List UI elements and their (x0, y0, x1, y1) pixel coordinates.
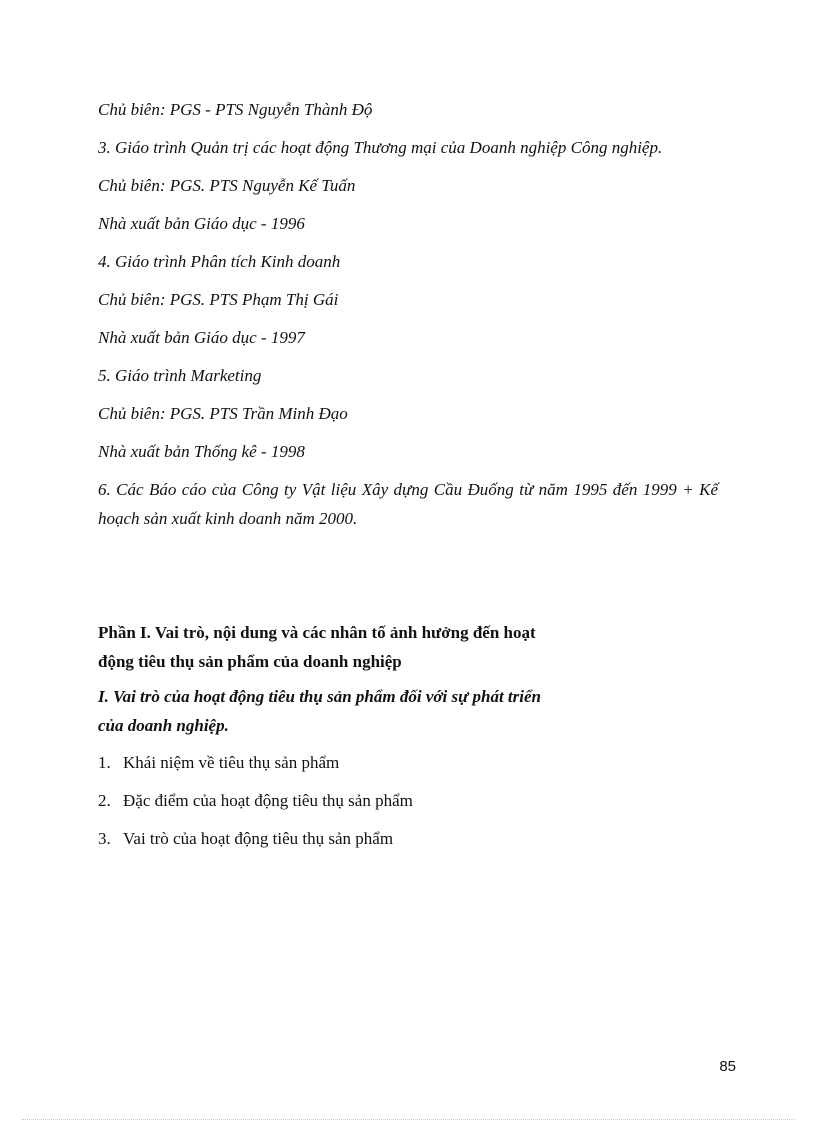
outline-section (98, 618, 658, 862)
outline-items (98, 748, 658, 853)
item-text: Khái niệm về tiêu thụ sản phẩm (123, 753, 340, 772)
reference-line: Chủ biên: PGS. PTS Phạm Thị Gái (98, 290, 339, 309)
list-item (98, 824, 658, 853)
reference-line: Nhà xuất bản Thống kê - 1998 (98, 442, 305, 461)
reference-line: 6. Các Báo cáo của Công ty Vật liệu Xây dựng Cầu Đuống từ năm 1995 đến 1999 + Kế hoạch sản xuất kinh doanh năm 2000. (98, 480, 718, 528)
part-title-line-2: động tiêu thụ sản phẩm của doanh nghiệp (98, 652, 402, 671)
sub-title-line-1: I. Vai trò của hoạt động tiêu thụ sản phẩm đối với sự phát triển (98, 687, 541, 706)
item-text: Đặc điểm của hoạt động tiêu thụ sản phẩm (123, 791, 413, 810)
sub-title (98, 682, 658, 740)
list-item (98, 786, 658, 815)
item-number: 2. (98, 791, 111, 810)
reference-line: 5. Giáo trình Marketing (98, 366, 262, 385)
reference-line: 3. Giáo trình Quản trị các hoạt động Thương mại của Doanh nghiệp Công nghiệp. (98, 138, 663, 157)
reference-line: Nhà xuất bản Giáo dục - 1997 (98, 328, 305, 347)
page-bottom-divider (22, 1119, 794, 1120)
reference-line: 4. Giáo trình Phân tích Kinh doanh (98, 252, 341, 271)
reference-line: Nhà xuất bản Giáo dục - 1996 (98, 214, 305, 233)
item-number: 3. (98, 829, 111, 848)
reference-line: Chủ biên: PGS. PTS Trần Minh Đạo (98, 404, 348, 423)
reference-line: Chủ biên: PGS. PTS Nguyễn Kế Tuấn (98, 176, 356, 195)
list-item (98, 748, 658, 777)
reference-list (98, 95, 718, 542)
item-text: Vai trò của hoạt động tiêu thụ sản phẩm (123, 829, 394, 848)
reference-line: Chủ biên: PGS - PTS Nguyễn Thành Độ (98, 100, 373, 119)
sub-title-line-2: của doanh nghiệp. (98, 716, 229, 735)
page-number: 85 (719, 1058, 736, 1075)
item-number: 1. (98, 753, 111, 772)
part-title (98, 618, 658, 676)
part-title-line-1: Phần I. Vai trò, nội dung và các nhân tố ảnh hưởng đến hoạt (98, 623, 536, 642)
